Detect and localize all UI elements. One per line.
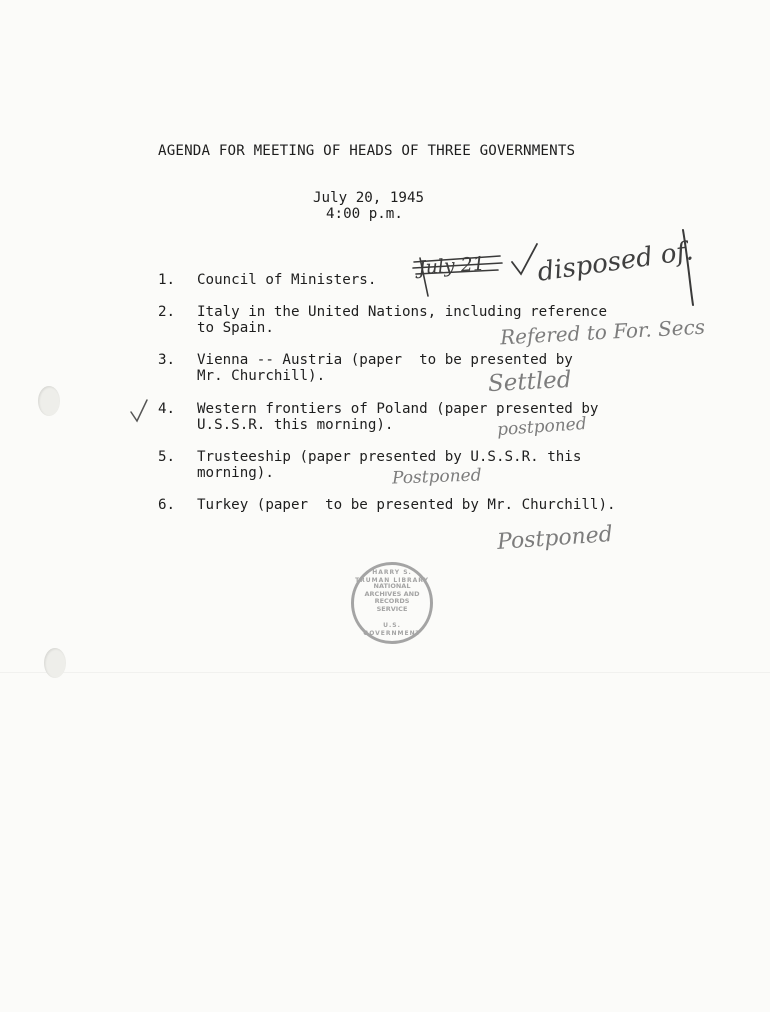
meeting-time: 4:00 p.m. (326, 206, 403, 222)
stamp-ring-bottom: U.S. GOVERNMENT (363, 622, 421, 637)
item-number: 6. (158, 497, 176, 513)
item-number: 5. (158, 449, 176, 465)
agenda-item-line: Trusteeship (paper presented by U.S.S.R. this (197, 449, 582, 465)
bracket-stroke (683, 230, 693, 305)
agenda-item-line: Vienna -- Austria (paper to be presented by (197, 352, 573, 368)
item-number: 2. (158, 304, 176, 320)
document-title: AGENDA FOR MEETING OF HEADS OF THREE GOVERNMENTS (158, 143, 576, 159)
meeting-date: July 20, 1945 (313, 190, 425, 206)
stamp-ring-top: HARRY S. TRUMAN LIBRARY (355, 569, 429, 584)
agenda-item-line: Italy in the United Nations, including reference (197, 304, 607, 320)
handwritten-struck-date: July 21 (417, 252, 486, 280)
handwritten-note-postponed: Postponed (391, 465, 482, 489)
stamp-line: ARCHIVES AND (364, 589, 420, 598)
handwritten-note-referred: Refered to For. Secs (499, 314, 706, 350)
agenda-item-line: Mr. Churchill). (197, 368, 326, 384)
handwritten-note-postponed: postponed (496, 413, 588, 441)
check-mark-icon (131, 400, 147, 421)
check-mark-icon (512, 244, 537, 274)
item-number: 3. (158, 352, 176, 368)
handwritten-note-postponed: Postponed (496, 521, 614, 556)
handwritten-note-disposed: disposed of. (535, 236, 696, 288)
agenda-item-line: Western frontiers of Poland (paper presented by (197, 401, 599, 417)
agenda-item-line: U.S.S.R. this morning). (197, 417, 394, 433)
archive-stamp (351, 562, 433, 644)
agenda-item-line: morning). (197, 465, 274, 481)
agenda-item-line: Council of Ministers. (197, 272, 377, 288)
agenda-item-line: to Spain. (197, 320, 274, 336)
handwritten-note-settled: Settled (487, 366, 573, 398)
strikethrough-scribble (413, 256, 502, 296)
item-number: 4. (158, 401, 176, 417)
stamp-line: NATIONAL (373, 582, 411, 590)
agenda-item-line: Turkey (paper to be presented by Mr. Churchill). (197, 497, 616, 513)
stamp-line: SERVICE (376, 604, 408, 613)
item-number: 1. (158, 272, 176, 288)
stamp-line: RECORDS (374, 597, 410, 605)
